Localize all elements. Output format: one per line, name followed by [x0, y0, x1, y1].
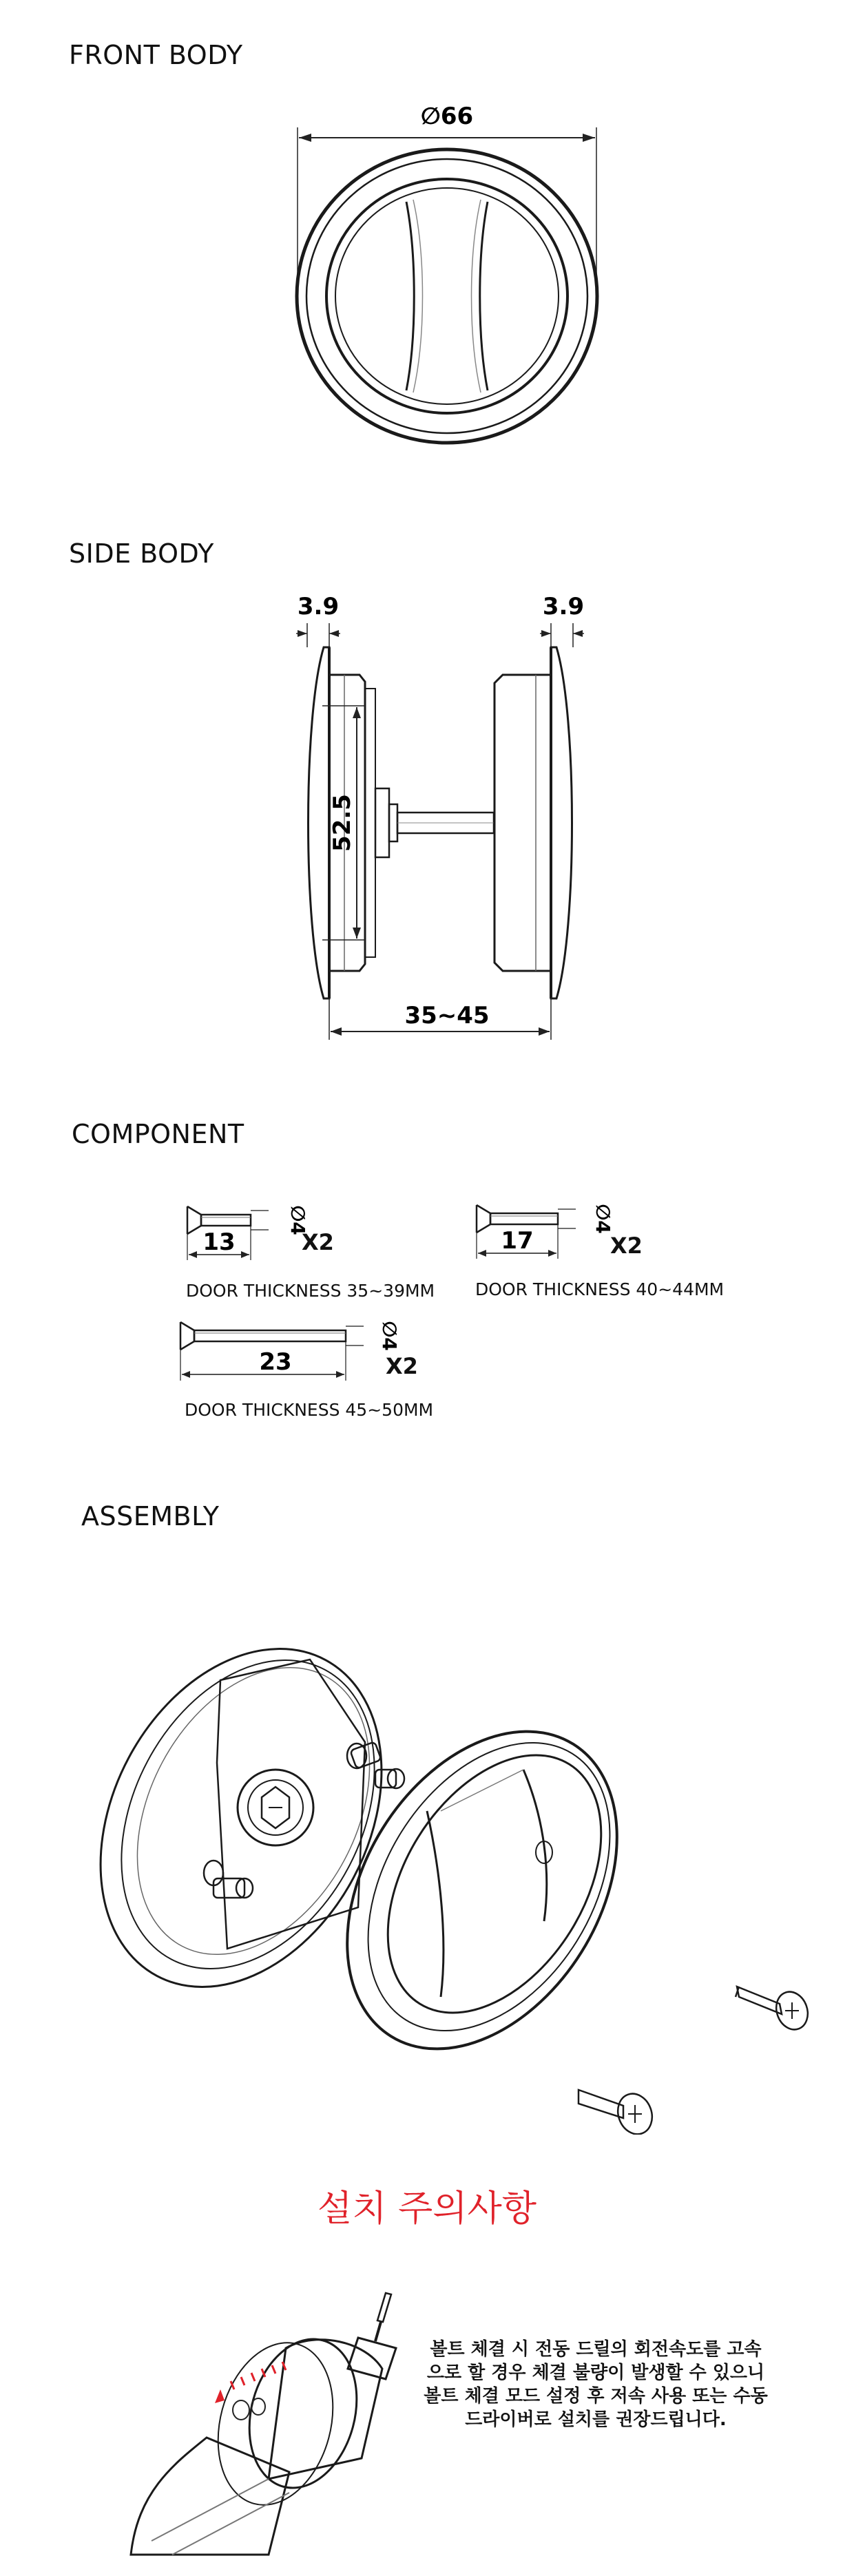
side-body-title: SIDE BODY: [69, 538, 214, 569]
screw-13mm-caption: DOOR THICKNESS 35~39MM: [186, 1281, 435, 1301]
front-body-drawing: [0, 96, 854, 482]
screw-13mm-dia-label: ∅4: [287, 1205, 309, 1235]
side-body-drawing: [0, 585, 854, 1067]
front-diameter-label: ∅66: [420, 103, 474, 130]
left-flange-label: 3.9: [297, 593, 340, 620]
right-handle-profile: [494, 647, 572, 998]
screw-17mm-qty: X2: [610, 1233, 643, 1259]
warning-line: 볼트 체결 시 전동 드릴의 회전속도를 고속: [430, 2339, 762, 2360]
screw-23mm-caption: DOOR THICKNESS 45~50MM: [185, 1400, 434, 1420]
bolt-lower: [579, 2089, 658, 2135]
screw-23mm-qty: X2: [386, 1353, 418, 1379]
outer-handle-cup: [291, 1682, 672, 2098]
inner-handle-plate: [45, 1600, 438, 2036]
warning-line: 볼트 체결 모드 설정 후 저속 사용 또는 수동: [424, 2386, 768, 2407]
height-label: 52.5: [329, 794, 356, 852]
screw-13mm-length-label: 13: [202, 1228, 236, 1256]
thickness-label: 35~45: [404, 1002, 490, 1029]
assembly-title: ASSEMBLY: [81, 1501, 220, 1531]
right-flange-label: 3.9: [542, 593, 585, 620]
warning-line: 으로 할 경우 체결 불량이 발생할 수 있으니: [426, 2363, 765, 2383]
screw-13mm-qty: X2: [302, 1229, 334, 1255]
screw-17mm-dia-label: ∅4: [592, 1204, 614, 1234]
front-body-title: FRONT BODY: [69, 40, 243, 70]
warning-title: 설치 주의사항: [317, 2188, 537, 2230]
spindle: [375, 788, 494, 857]
screw-23mm-dia-label: ∅4: [378, 1321, 401, 1351]
assembly-drawing: [0, 1584, 854, 2135]
screw-17mm-caption: DOOR THICKNESS 40~44MM: [475, 1279, 725, 1299]
front-handle: [297, 149, 597, 443]
warning-text: [410, 2338, 782, 2431]
screw-23mm-length-label: 23: [259, 1348, 292, 1376]
screw-17mm-length-label: 17: [501, 1227, 534, 1255]
component-title: COMPONENT: [72, 1119, 244, 1149]
bolt-upper: [736, 1987, 813, 2034]
warning-line: 드라이버로 설치를 권장드립니다.: [465, 2409, 727, 2430]
